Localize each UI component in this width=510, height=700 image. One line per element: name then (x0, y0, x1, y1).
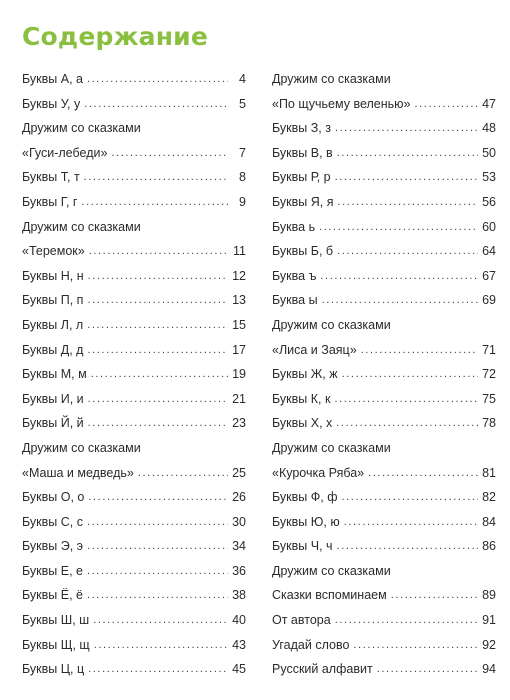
dot-leader (87, 540, 228, 552)
toc-section-heading (272, 72, 496, 97)
toc-entry-page-number: 92 (482, 637, 496, 652)
toc-entry (22, 343, 246, 368)
toc-entry-page-number: 4 (239, 72, 246, 86)
page-title: Содержание (22, 22, 209, 51)
toc-entry (272, 613, 496, 638)
toc-entry-label: Буквы Ё, ё (22, 588, 83, 603)
dot-leader (138, 467, 228, 479)
toc-entry-page-number: 94 (482, 662, 496, 677)
toc-entry-page-number: 91 (482, 613, 496, 628)
dot-leader (111, 147, 228, 159)
toc-entry-page-number: 69 (482, 293, 496, 308)
toc-entry (22, 515, 246, 540)
toc-entry-label: Буквы В, в (272, 145, 333, 160)
dot-leader (87, 73, 228, 85)
toc-entry (22, 269, 246, 294)
toc-entry (272, 539, 496, 564)
toc-entry-page-number: 25 (232, 465, 246, 480)
toc-entry (22, 638, 246, 663)
toc-section-heading (22, 441, 246, 466)
toc-entry-page-number: 60 (482, 219, 496, 234)
toc-entry-label: Дружим со сказками (272, 317, 391, 332)
toc-entry (272, 170, 496, 195)
toc-entry (22, 613, 246, 638)
toc-entry-label: Буквы Ю, ю (272, 514, 340, 529)
dot-leader (87, 565, 228, 577)
toc-entry-label: Русский алфавит (272, 662, 373, 677)
toc-entry-label: Дружим со сказками (272, 440, 391, 455)
toc-entry-page-number: 21 (232, 391, 246, 406)
toc-entry-label: Буквы Л, л (22, 317, 84, 332)
toc-entry-label: Буквы Р, р (272, 170, 331, 185)
toc-section-heading (272, 318, 496, 343)
dot-leader (91, 368, 228, 380)
toc-entry-label: «Гуси-лебеди» (22, 145, 108, 160)
dot-leader (88, 417, 228, 429)
toc-entry (272, 220, 496, 245)
dot-leader (82, 196, 229, 208)
toc-entry-label: Буква ъ (272, 268, 317, 283)
toc-entry-page-number: 50 (482, 145, 496, 160)
dot-leader (338, 196, 479, 208)
toc-entry (272, 392, 496, 417)
toc-entry (22, 539, 246, 564)
toc-entry-page-number: 56 (482, 194, 496, 209)
toc-entry-label: Буквы Й, й (22, 416, 84, 431)
toc-entry (22, 662, 246, 687)
dot-leader (87, 344, 228, 356)
toc-entry-label: Дружим со сказками (22, 121, 141, 136)
dot-leader (87, 516, 228, 528)
toc-entry-page-number: 82 (482, 490, 496, 505)
toc-entry (22, 416, 246, 441)
toc-entry-label: От автора (272, 613, 331, 628)
dot-leader (84, 98, 228, 110)
toc-entry-label: Буквы З, з (272, 121, 331, 136)
dot-leader (344, 516, 478, 528)
toc-entry-label: Буквы С, с (22, 514, 83, 529)
toc-entry (272, 515, 496, 540)
toc-entry (272, 466, 496, 491)
toc-entry-label: Буквы Я, я (272, 194, 334, 209)
toc-section-heading (272, 564, 496, 589)
toc-entry-label: Буквы Е, е (22, 563, 83, 578)
toc-entry-page-number: 78 (482, 416, 496, 431)
toc-column-left (22, 72, 246, 687)
toc-entry-label: Буквы П, п (22, 293, 84, 308)
toc-entry (272, 195, 496, 220)
toc-entry-page-number: 5 (239, 96, 246, 111)
dot-leader (342, 368, 478, 380)
toc-entry-label: Дружим со сказками (272, 72, 391, 86)
toc-entry-page-number: 53 (482, 170, 496, 185)
toc-entry-label: Буква ы (272, 293, 318, 308)
toc-section-heading (272, 441, 496, 466)
toc-entry-page-number: 8 (239, 170, 246, 185)
dot-leader (88, 491, 228, 503)
toc-entry (22, 72, 246, 97)
toc-entry-label: Буквы Щ, щ (22, 637, 90, 652)
toc-entry-label: «По щучьему веленью» (272, 96, 411, 111)
toc-entry-label: Буквы А, а (22, 72, 83, 86)
toc-entry-label: Буквы И, и (22, 391, 84, 406)
toc-entry-label: Буквы Ж, ж (272, 367, 338, 382)
toc-entry (272, 416, 496, 441)
dot-leader (337, 147, 478, 159)
toc-section-heading (22, 220, 246, 245)
toc-entry-label: Буквы К, к (272, 391, 331, 406)
toc-entry-label: Буквы Ф, ф (272, 490, 338, 505)
toc-entry (272, 638, 496, 663)
toc-entry (22, 97, 246, 122)
toc-entry-page-number: 7 (239, 145, 246, 160)
dot-leader (353, 639, 478, 651)
toc-entry-page-number: 9 (239, 194, 246, 209)
toc-entry-page-number: 45 (232, 662, 246, 677)
dot-leader (334, 393, 478, 405)
toc-entry-page-number: 84 (482, 514, 496, 529)
dot-leader (88, 393, 228, 405)
toc-entry-page-number: 64 (482, 244, 496, 259)
toc-entry (22, 367, 246, 392)
toc-entry-page-number: 75 (482, 391, 496, 406)
toc-entry (22, 490, 246, 515)
dot-leader (341, 491, 478, 503)
toc-entry-page-number: 47 (482, 96, 496, 111)
toc-entry (272, 343, 496, 368)
toc-entry (22, 318, 246, 343)
toc-entry (22, 466, 246, 491)
toc-entry-label: Буквы Э, э (22, 539, 84, 554)
dot-leader (335, 171, 478, 183)
toc-entry (272, 367, 496, 392)
toc-entry (22, 170, 246, 195)
toc-entry-label: Буквы У, у (22, 96, 81, 111)
dot-leader (88, 270, 228, 282)
dot-leader (320, 270, 478, 282)
toc-entry-page-number: 26 (232, 490, 246, 505)
toc-entry-label: Дружим со сказками (22, 440, 141, 455)
toc-entry (22, 392, 246, 417)
dot-leader (337, 540, 478, 552)
dot-leader (336, 417, 478, 429)
toc-entry (272, 269, 496, 294)
toc-entry (272, 244, 496, 269)
toc-entry-label: Буквы Т, т (22, 170, 80, 185)
toc-entry-page-number: 17 (232, 342, 246, 357)
toc-entry (22, 293, 246, 318)
toc-entry-page-number: 23 (232, 416, 246, 431)
toc-entry-label: Буквы М, м (22, 367, 87, 382)
dot-leader (88, 663, 228, 675)
toc-entry-label: «Теремок» (22, 244, 85, 259)
toc-entry-label: Дружим со сказками (272, 563, 391, 578)
toc-entry-label: Буквы Д, д (22, 342, 84, 357)
dot-leader (335, 614, 478, 626)
toc-entry-page-number: 30 (232, 514, 246, 529)
toc-entry-page-number: 38 (232, 588, 246, 603)
toc-column-right (272, 72, 496, 687)
dot-leader (84, 171, 228, 183)
dot-leader (89, 245, 228, 257)
toc-entry-label: Буквы Ч, ч (272, 539, 333, 554)
toc-entry-page-number: 72 (482, 367, 496, 382)
toc-entry-label: «Маша и медведь» (22, 465, 134, 480)
toc-entry-page-number: 71 (482, 342, 496, 357)
toc-entry (272, 146, 496, 171)
toc-entry (22, 244, 246, 269)
dot-leader (368, 467, 478, 479)
toc-entry-page-number: 48 (482, 121, 496, 136)
toc-entry-label: Угадай слово (272, 637, 350, 652)
dot-leader (337, 245, 478, 257)
toc-entry (22, 588, 246, 613)
toc-entry-page-number: 89 (482, 588, 496, 603)
toc-entry (272, 588, 496, 613)
toc-entry-page-number: 12 (232, 268, 246, 283)
toc-entry (272, 97, 496, 122)
toc-entry-page-number: 86 (482, 539, 496, 554)
dot-leader (93, 614, 228, 626)
toc-entry-page-number: 34 (232, 539, 246, 554)
toc-entry-page-number: 40 (232, 613, 246, 628)
dot-leader (319, 221, 478, 233)
toc-entry-label: Буквы Г, г (22, 194, 78, 209)
dot-leader (87, 294, 228, 306)
toc-entry-label: Буквы Б, б (272, 244, 334, 259)
toc-entry (272, 490, 496, 515)
toc-entry-page-number: 43 (232, 637, 246, 652)
toc-section-heading (22, 121, 246, 146)
dot-leader (415, 98, 479, 110)
toc-entry (22, 564, 246, 589)
dot-leader (94, 639, 228, 651)
toc-entry-page-number: 11 (233, 244, 246, 259)
dot-leader (87, 589, 228, 601)
toc-entry-page-number: 15 (232, 317, 246, 332)
dot-leader (87, 319, 228, 331)
dot-leader (335, 122, 478, 134)
toc-entry-label: Сказки вспоминаем (272, 588, 387, 603)
toc-entry-page-number: 81 (482, 465, 496, 480)
toc-entry-label: Буквы Н, н (22, 268, 84, 283)
toc-entry-label: «Лиса и Заяц» (272, 342, 357, 357)
toc-entry-page-number: 36 (232, 563, 246, 578)
toc-entry (22, 195, 246, 220)
toc-entry-label: Буква ь (272, 219, 316, 234)
dot-leader (361, 344, 478, 356)
toc-entry-label: Буквы О, о (22, 490, 85, 505)
toc-entry (272, 293, 496, 318)
toc-entry-page-number: 19 (232, 367, 246, 382)
toc-entry-label: Дружим со сказками (22, 219, 141, 234)
toc-entry-label: Буквы Ц, ц (22, 662, 85, 677)
toc-entry (22, 146, 246, 171)
toc-entry (272, 121, 496, 146)
toc-entry-label: Буквы Ш, ш (22, 613, 90, 628)
toc-entry-label: Буквы Х, х (272, 416, 333, 431)
dot-leader (322, 294, 478, 306)
toc-entry-label: «Курочка Ряба» (272, 465, 365, 480)
toc-entry (272, 662, 496, 687)
dot-leader (377, 663, 478, 675)
toc-entry-page-number: 67 (482, 268, 496, 283)
toc-entry-page-number: 13 (232, 293, 246, 308)
dot-leader (391, 589, 478, 601)
